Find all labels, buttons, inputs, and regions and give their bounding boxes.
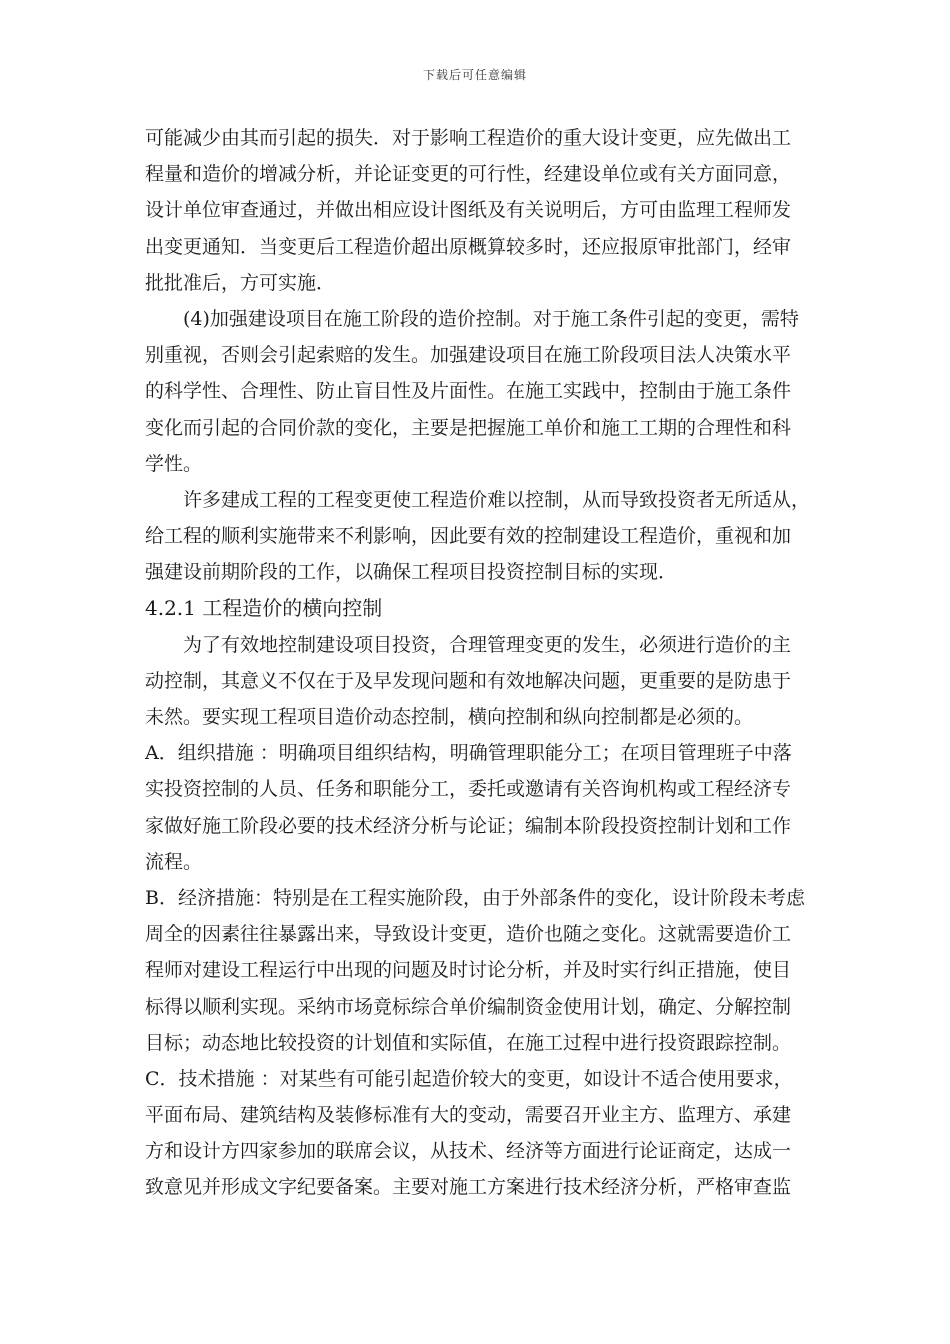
page-header-watermark: 下载后可任意编辑 <box>422 68 527 82</box>
body-line: 动控制，其意义不仅在于及早发现问题和有效地解决问题，更重要的是防患于 <box>145 669 792 692</box>
paragraph-start: (4)加强建设项目在施工阶段的造价控制。对于施工条件引起的变更，需特 <box>183 307 799 330</box>
body-line: 给工程的顺利实施带来不利影响，因此要有效的控制建设工程造价，重视和加 <box>145 525 792 548</box>
paragraph-start: 许多建成工程的工程变更使工程造价难以控制，从而导致投资者无所适从， <box>183 488 811 511</box>
body-line: 家做好施工阶段必要的技术经济分析与论证；编制本阶段投资控制计划和工作 <box>145 814 792 837</box>
body-line: 未然。要实现工程项目造价动态控制，横向控制和纵向控制都是必须的。 <box>145 706 754 728</box>
body-line: 设计单位审查通过，并做出相应设计图纸及有关说明后，方可由监理工程师发 <box>145 199 792 222</box>
body-line: 学性。 <box>145 452 203 475</box>
body-line: 方和设计方四家参加的联席会议，从技术、经济等方面进行论证商定，达成一 <box>145 1140 792 1163</box>
body-line: 批批准后，方可实施． <box>145 271 336 294</box>
body-line: 程量和造价的增减分析，并论证变更的可行性，经建设单位或有关方面同意， <box>145 163 792 186</box>
body-line: 的科学性、合理性、防止盲目性及片面性。在施工实践中，控制由于施工条件 <box>145 380 792 403</box>
body-line: 别重视，否则会引起索赔的发生。加强建设项目在施工阶段项目法人决策水平 <box>145 344 792 367</box>
body-line: 出变更通知．当变更后工程造价超出原概算较多时，还应报原审批部门，经审 <box>145 235 792 258</box>
document-body <box>145 120 815 1206</box>
body-line: 周全的因素往往暴露出来，导致设计变更，造价也随之变化。这就需要造价工 <box>145 923 792 946</box>
list-item-b: B．经济措施：特别是在工程实施阶段，由于外部条件的变化，设计阶段未考虑 <box>145 886 805 909</box>
body-line: 强建设前期阶段的工作，以确保工程项目投资控制目标的实现． <box>145 561 678 584</box>
body-line: 标得以顺利实现。采纳市场竟标综合单价编制资金使用计划，确定、分解控制 <box>145 995 792 1018</box>
body-line: 平面布局、建筑结构及装修标准有大的变动，需要召开业主方、监理方、承建 <box>145 1104 792 1127</box>
section-heading: 4.2.1 工程造价的横向控制 <box>145 596 383 621</box>
paragraph-start: 为了有效地控制建设项目投资，合理管理变更的发生，必须进行造价的主 <box>183 633 792 656</box>
body-line: 实投资控制的人员、任务和职能分工，委托或邀请有关咨询机构或工程经济专 <box>145 778 792 801</box>
body-line: 变化而引起的合同价款的变化，主要是把握施工单价和施工工期的合理性和科 <box>145 416 792 439</box>
list-item-a: A．组织措施 ：明确项目组织结构，明确管理职能分工；在项目管理班子中落 <box>145 742 792 765</box>
body-line: 流程。 <box>145 850 203 873</box>
body-line: 目标；动态地比较投资的计划值和实际值，在施工过程中进行投资跟踪控制。 <box>145 1031 792 1054</box>
body-line: 可能减少由其而引起的损失．对于影响工程造价的重大设计变更，应先做出工 <box>145 127 792 149</box>
body-line: 致意见并形成文字纪要备案。主要对施工方案进行技术经济分析，严格审查监 <box>145 1176 792 1199</box>
body-line: 程师对建设工程运行中出现的问题及时讨论分析，并及时实行纠正措施，使目 <box>145 959 792 982</box>
list-item-c: C．技术措施 ：对某些有可能引起造价较大的变更，如设计不适合使用要求， <box>145 1067 793 1090</box>
